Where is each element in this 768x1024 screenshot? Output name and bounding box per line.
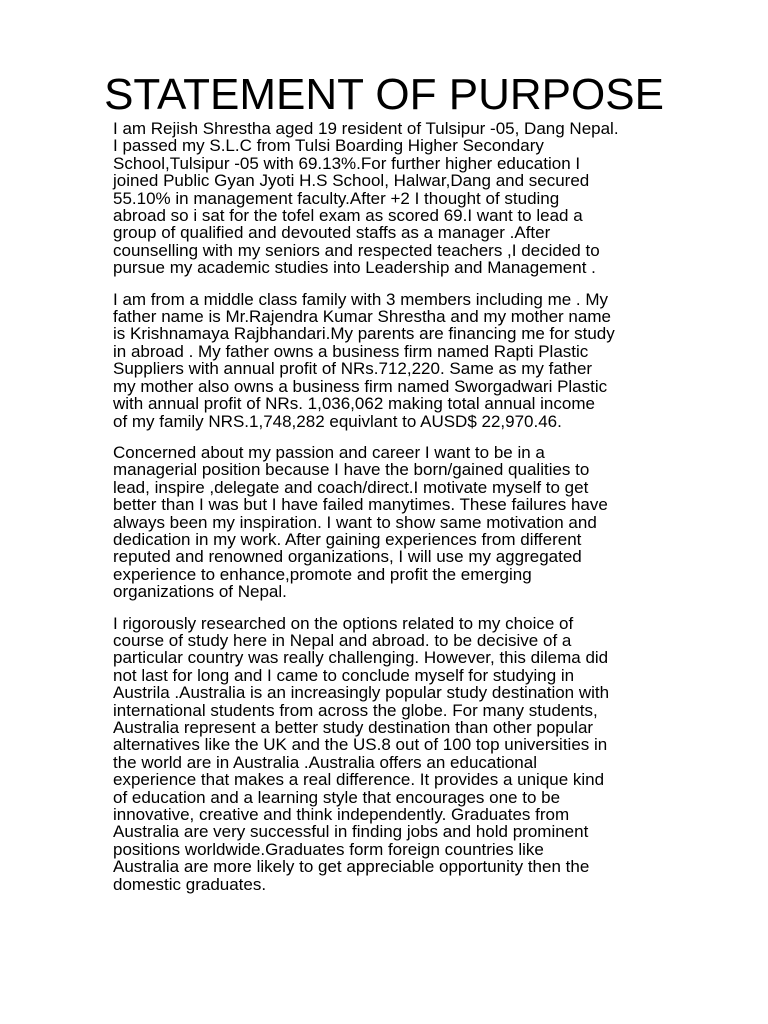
text-line: is Krishnamaya Rajbhandari.My parents are financing me for study xyxy=(113,324,615,344)
text-line: in abroad . My father owns a business firm named Rapti Plastic xyxy=(113,341,589,361)
paragraph xyxy=(113,291,753,430)
paragraph xyxy=(113,615,753,894)
text-line: I passed my S.L.C from Tulsi Boarding Higher Secondary xyxy=(113,136,544,156)
text-line: Australia represent a better study destination than other popular xyxy=(113,718,594,737)
text-line: with annual profit of NRs. 1,036,062 making total annual income xyxy=(113,394,595,414)
text-line: always been my inspiration. I want to show same motivation and xyxy=(113,512,597,532)
document-body xyxy=(113,120,753,907)
text-line: alternatives like the UK and the US.8 out of 100 top universities in xyxy=(113,735,608,755)
text-line: experience that makes a real difference. It provides a unique kind xyxy=(113,770,605,790)
text-line: Austrila .Australia is an increasingly popular study destination with xyxy=(113,683,610,703)
text-line: I am Rejish Shrestha aged 19 resident of Tulsipur -05, Dang Nepal. xyxy=(113,119,619,138)
text-line: Suppliers with annual profit of NRs.712,220. Same as my father xyxy=(113,359,593,379)
text-line: of my family NRS.1,748,282 equivlant to AUSD$ 22,970.46. xyxy=(113,411,562,431)
text-line: international students from across the globe. For many students, xyxy=(113,700,598,720)
text-line: of education and a learning style that encourages one to be xyxy=(113,787,561,807)
text-line: reputed and renowned organizations, I will use my aggregated xyxy=(113,547,582,567)
text-line: particular country was really challenging. However, this dilema did xyxy=(113,648,609,668)
text-line: better than I was but I have failed manytimes. These failures have xyxy=(113,495,608,515)
text-line: abroad so i sat for the tofel exam as scored 69.I want to lead a xyxy=(113,206,583,226)
text-line: course of study here in Nepal and abroad. to be decisive of a xyxy=(113,630,572,650)
text-line: Concerned about my passion and career I want to be in a xyxy=(113,442,545,462)
text-line: counselling with my seniors and respected teachers ,I decided to xyxy=(113,240,600,260)
text-line: I am from a middle class family with 3 members including me . My xyxy=(113,289,609,309)
paragraph xyxy=(113,444,753,601)
paragraph xyxy=(113,120,753,277)
text-line: joined Public Gyan Jyoti H.S School, Halwar,Dang and secured xyxy=(113,171,590,191)
text-line: experience to enhance,promote and profit the emerging xyxy=(113,564,532,584)
text-line: School,Tulsipur -05 with 69.13%.For further higher education I xyxy=(113,153,581,173)
text-line: lead, inspire ,delegate and coach/direct.I motivate myself to get xyxy=(113,477,589,497)
text-line: the world are in Australia .Australia offers an educational xyxy=(113,752,537,772)
text-line: pursue my academic studies into Leadership and Management . xyxy=(113,258,596,278)
text-line: my mother also owns a business firm named Sworgadwari Plastic xyxy=(113,376,608,396)
text-line: Australia are very successful in finding jobs and hold prominent xyxy=(113,822,589,842)
text-line: group of qualified and devouted staffs as a manager .After xyxy=(113,223,551,243)
text-line: innovative, creative and think independently. Graduates from xyxy=(113,805,570,825)
page-title: STATEMENT OF PURPOSE xyxy=(104,70,664,119)
text-line: managerial position because I have the born/gained qualities to xyxy=(113,460,590,480)
text-line: I rigorously researched on the options related to my choice of xyxy=(113,613,574,633)
text-line: Australia are more likely to get appreciable opportunity then the xyxy=(113,857,590,877)
text-line: father name is Mr.Rajendra Kumar Shrestha and my mother name xyxy=(113,307,611,327)
text-line: 55.10% in management faculty.After +2 I thought of studing xyxy=(113,188,560,208)
text-line: organizations of Nepal. xyxy=(113,582,287,602)
text-line: positions worldwide.Graduates form foreign countries like xyxy=(113,839,544,859)
text-line: domestic graduates. xyxy=(113,874,267,894)
text-line: not last for long and I came to conclude myself for studying in xyxy=(113,665,575,685)
text-line: dedication in my work. After gaining experiences from different xyxy=(113,529,582,549)
